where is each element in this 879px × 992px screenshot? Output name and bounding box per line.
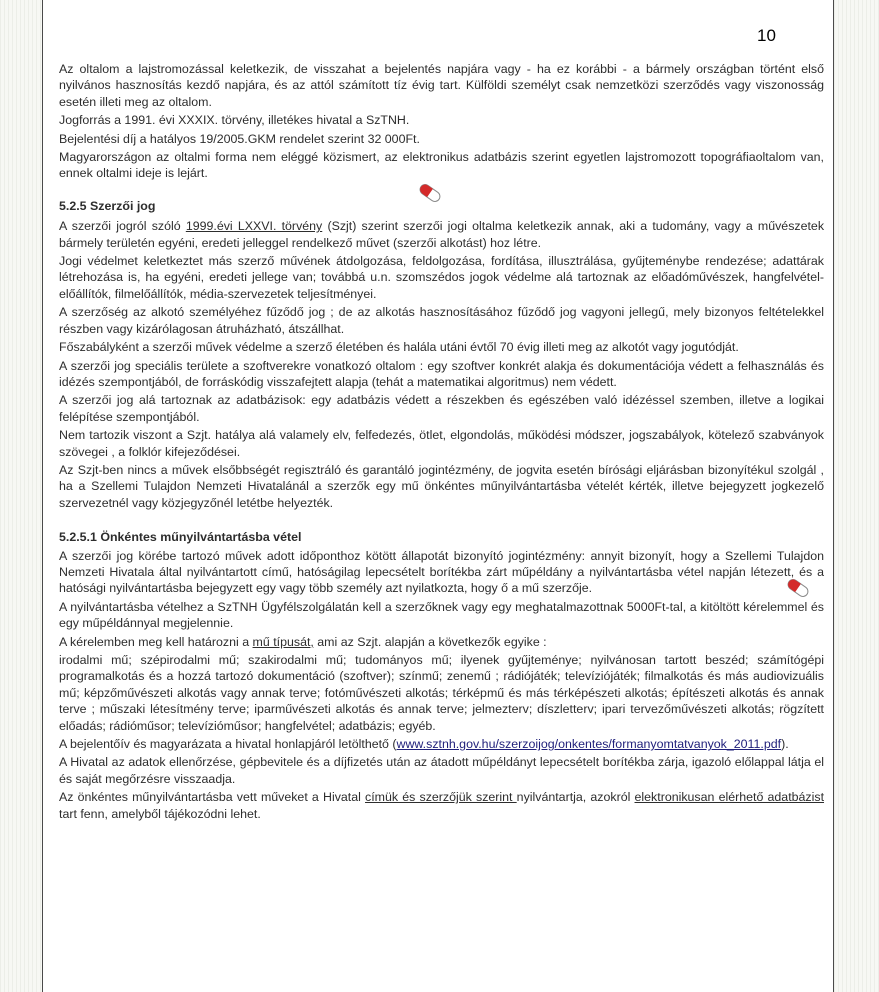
paragraph: A kérelemben meg kell határozni a mű típusát, ami az Szjt. alapján a következők egyike : xyxy=(59,634,547,649)
page-content xyxy=(59,61,824,824)
paragraph: irodalmi mű; szépirodalmi mű; szakirodalmi mű; tudományos mű; ilyenek gyűjteménye; nyilvánosan tartott beszéd; számítógépi programalkotás és a hozzá tartozó dokumentáció (szoftver); színmű; zenemű ; rádiójáték; televíziójáték; filmalkotás és más audiovizuális mű; képzőművészeti alkotás vagy annak terve; fotóművészeti alkotás; térképmű és más térképészeti alkotás; építészeti alkotás és annak terve ; műszaki létesítmény terve; iparművészeti alkotás és annak terve; jelmezterv; díszletterv; ipari tervezőművészeti alkotás; rögzített előadás; rádióműsor; televízióműsor; hangfelvétel; adatbázis; egyéb. xyxy=(59,653,824,733)
paragraph: Az Szjt-ben nincs a művek elsőbbségét regisztráló és garantáló jogintézmény, de jogvita esetén bírósági eljárásban bizonyítékul szolgál , ha a Szellemi Tulajdon Nemzeti Hivatalánál a szerzők egy mű önkéntes műnyilvántartásba vételét kérték, illetve bejegyzett jogkezelő szervezetnél vagy közjegyzőnél letétbe helyezték. xyxy=(59,462,824,510)
background-left xyxy=(0,0,42,992)
paragraph: Nem tartozik viszont a Szjt. hatálya alá valamely elv, felfedezés, ötlet, elgondolás, működési módszer, jogszabályok, kötelező szabványok szövegei , a folklór kifejeződései. xyxy=(59,428,824,459)
paragraph: A szerzőség az alkotó személyéhez fűződő jog ; de az alkotás hasznosításához fűződő jog vagyoni jellegű, mely bizonyos feltételekkel részben vagy kizárólagosan átruházható, átszállhat. xyxy=(59,305,824,336)
database-link[interactable]: elektronikusan elérhető adatbázist xyxy=(634,790,825,805)
paragraph: Jogi védelmet keletkeztet más szerző művének átdolgozása, feldolgozása, fordítása, illusztrálása, gyűjteménybe rendezése; adattárak létrehozása is, ha egyéni, eredeti jellege van; továbbá u.n. szomszédos jogok védelme alá tartoznak az előadóművészek, hangfelvétel-előállítók, filmelőállítók, média-szervezetek teljesítményei. xyxy=(59,254,824,301)
paragraph: Az önkéntes műnyilvántartásba vett műveket a Hivatal címük és szerzőjük szerint nyilvántartja, azokról elektronikusan elérhető adatbázist tart fenn, amelyből tájékozódni lehet. xyxy=(59,790,825,821)
law-link[interactable]: 1999.évi LXXVI. törvény xyxy=(185,219,323,234)
paragraph: A szerzői jog körébe tartozó művek adott időponthoz kötött állapotát bizonyító jogintézmény: annyit bizonyít, hogy a Szellemi Tulajdon Nemzeti Hivatala által nyilvántartott című, hatóságilag lepecsételt borítékba zárt műpéldány a nyilvántartásba vétel napján létezett, és a hatósági nyilvántartásba bejegyzett egy vagy több személy azt nyilatkozta, hogy ő a mű szerzője. xyxy=(59,548,824,596)
background-right xyxy=(834,0,879,992)
paragraph: A nyilvántartásba vételhez a SzTNH Ügyfélszolgálatán kell a szerzőknek vagy egy meghatalmazottnak 5000Ft-tal, a kitöltött kérelemmel és egy műpéldánnyal megjelennie. xyxy=(59,599,824,631)
section-heading-5-2-5-1: 5.2.5.1 Önkéntes műnyilvántartásba vétel xyxy=(59,530,302,545)
paragraph: Magyarországon az oltalmi forma nem eléggé közismert, az elektronikus adatbázis szerint egyetlen lajstromozott topográfiaoltalom van, ennek oltalmi ideje is lejárt. xyxy=(59,150,824,181)
paragraph: Főszabályként a szerzői művek védelme a szerző életében és halála utáni évtől 70 évig illeti meg az alkotót vagy jogutódját. xyxy=(59,340,739,355)
section-heading-5-2-5: 5.2.5 Szerzői jog xyxy=(59,198,156,213)
paragraph: Jogforrás a 1991. évi XXXIX. törvény, illetékes hivatal a SzTNH. xyxy=(59,113,410,128)
title-author-link[interactable]: címük és szerzőjük szerint xyxy=(365,790,517,805)
document-page xyxy=(42,0,834,992)
paragraph: A bejelentőív és magyarázata a hivatal honlapjáról letölthető (www.sztnh.gov.hu/szerzoijog/onkentes/formanyomtatvanyok_2011.pdf). xyxy=(59,737,789,752)
page-number: 10 xyxy=(757,26,776,45)
paragraph: A szerzői jog alá tartoznak az adatbázisok: egy adatbázis védett a részekben és egészében való idézéssel szemben, illetve a logikai felépítése szempontjából. xyxy=(59,393,824,424)
work-type-link[interactable]: mű típusát, xyxy=(252,634,314,649)
paragraph: Az oltalom a lajstromozással keletkezik, de visszahat a bejelentés napjára vagy - ha ez korábbi - a bármely országban történt első nyilvános hasznosítás kezdő napjára, és az attól számított tíz évig tart. Külföldi személyt csak nemzetközi szerződés vagy viszonosság esetén illeti meg az oltalom. xyxy=(59,62,824,109)
form-download-link[interactable]: www.sztnh.gov.hu/szerzoijog/onkentes/formanyomtatvanyok_2011.pdf xyxy=(396,737,782,752)
paragraph: A szerzői jog speciális területe a szoftverekre vonatkozó oltalom : egy szoftver konkrét alakja és dokumentációja védett a felhasználás és idézés szempontjából, de forráskódig visszafejtett alapja (tehát a matematikai algoritmus) nem védett. xyxy=(59,358,824,389)
paragraph: A szerzői jogról szóló 1999.évi LXXVI. törvény (Szjt) szerint szerzői jogi oltalma keletkezik annak, aki a tudomány, vagy a művészetek bármely területén egyéni, eredeti jelleggel rendelkező művet (szerzői alkotást) hoz létre. xyxy=(59,219,825,250)
paragraph: A Hivatal az adatok ellenőrzése, gépbevitele és a díjfizetés után az átadott műpéldányt lepecsételt borítékba zárja, igazoló előlappal látja el és saját megőrzésre visszaadja. xyxy=(59,755,824,786)
paragraph: Bejelentési díj a hatályos 19/2005.GKM rendelet szerint 32 000Ft. xyxy=(59,131,420,146)
